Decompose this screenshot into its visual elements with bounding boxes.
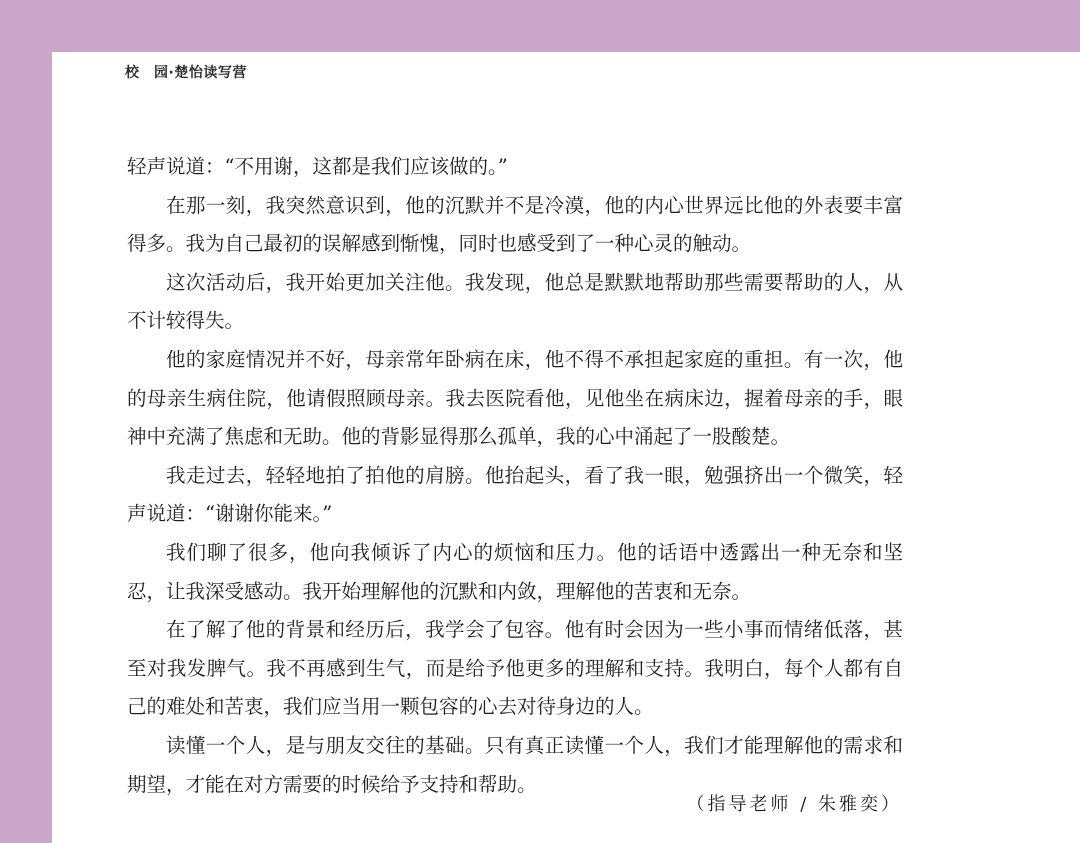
paragraph: 在了解了他的背景和经历后，我学会了包容。他有时会因为一些小事而情绪低落，甚至对我发脾气。我不再感到生气，而是给予他更多的理解和支持。我明白，每个人都有自己的难处和苦衷，我们应当用一颗包容的心去对待身边的人。: [127, 618, 903, 719]
advisor-signature: （指导老师 / 朱雅奕）: [686, 794, 902, 815]
paragraph: 我走过去，轻轻地拍了拍他的肩膀。他抬起头，看了我一眼，勉强挤出一个微笑，轻声说道：“谢谢你能来。”: [127, 463, 903, 526]
magazine-page: [52, 52, 1080, 843]
paragraph: 我们聊了很多，他向我倾诉了内心的烦恼和压力。他的话语中透露出一种无奈和坚忍，让我深受感动。我开始理解他的沉默和内敛，理解他的苦衷和无奈。: [127, 540, 903, 603]
paragraph: 这次活动后，我开始更加关注他。我发现，他总是默默地帮助那些需要帮助的人，从不计较得失。: [127, 270, 903, 333]
paragraph: 读懂一个人，是与朋友交往的基础。只有真正读懂一个人，我们才能理解他的需求和期望，才能在对方需要的时候给予支持和帮助。: [127, 733, 903, 796]
article-body: [127, 148, 903, 804]
header-separator: ·: [168, 65, 175, 81]
column-label: 楚怡读写营: [174, 65, 247, 81]
paragraph: 他的家庭情况并不好，母亲常年卧病在床，他不得不承担起家庭的重担。有一次，他的母亲生病住院，他请假照顾母亲。我去医院看他，见他坐在病床边，握着母亲的手，眼神中充满了焦虑和无助。他的背影显得那么孤单，我的心中涌起了一股酸楚。: [127, 347, 903, 449]
running-head: [125, 62, 247, 82]
paragraph: 在那一刻，我突然意识到，他的沉默并不是冷漠，他的内心世界远比他的外表要丰富得多。我为自己最初的误解感到惭愧，同时也感受到了一种心灵的触动。: [127, 193, 903, 256]
paragraph: 轻声说道：“不用谢，这都是我们应该做的。”: [127, 155, 508, 178]
section-label: 校 园: [125, 65, 169, 81]
